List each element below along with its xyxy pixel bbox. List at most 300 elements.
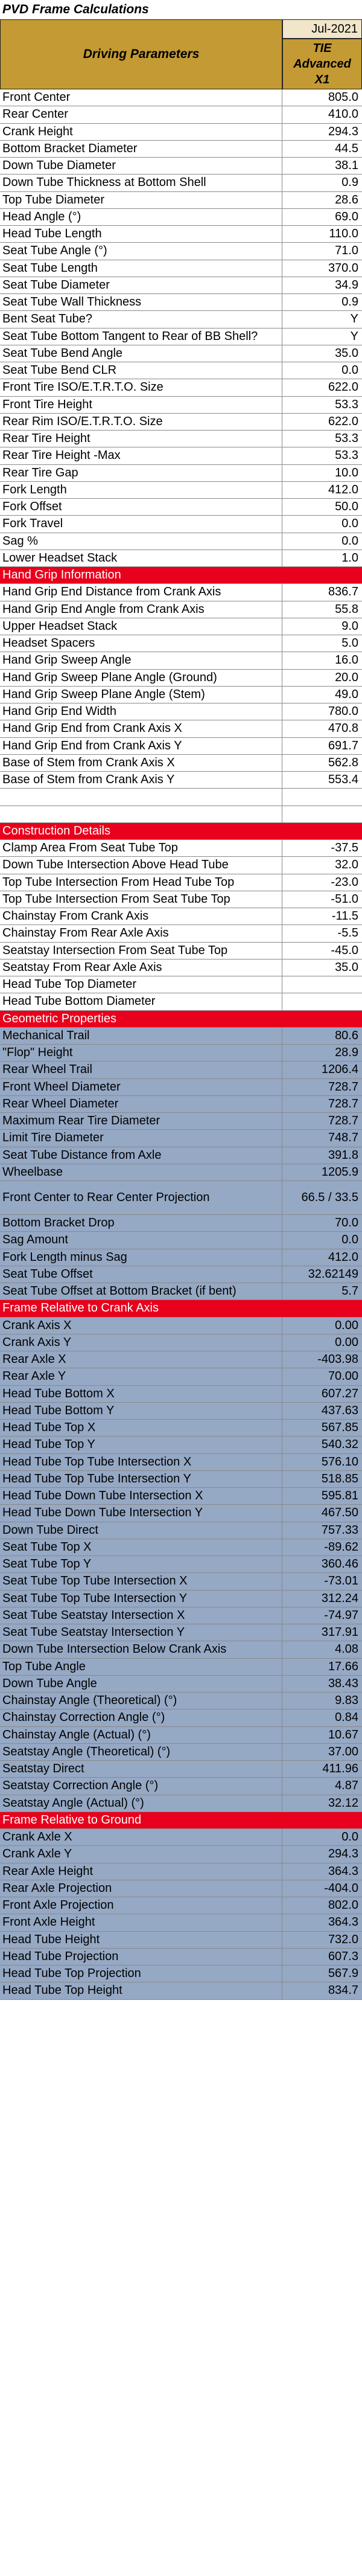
parameter-value-cell[interactable]: 80.6 <box>335 1028 358 1042</box>
section-label: Geometric Properties <box>2 1011 116 1025</box>
table-row <box>0 755 362 772</box>
parameter-label-cell[interactable]: Front Axle Height <box>0 1914 282 1930</box>
parameter-label-cell[interactable]: Head Tube Top Y <box>0 1437 282 1453</box>
model-line: Advanced <box>293 57 351 71</box>
parameter-label-cell[interactable]: Head Tube Top Projection <box>0 1966 282 1982</box>
parameter-value-cell[interactable]: 0.9 <box>341 176 358 190</box>
parameter-value-cell[interactable]: 622.0 <box>328 380 358 394</box>
table-row <box>0 1318 362 1334</box>
parameter-value-cell[interactable]: 5.0 <box>341 636 358 650</box>
parameter-label-cell[interactable]: Crank Axle Y <box>0 1846 282 1862</box>
parameter-value-cell[interactable]: 622.0 <box>328 414 358 428</box>
parameter-label-cell[interactable]: Rear Tire Height -Max <box>0 447 282 464</box>
parameter-value-cell[interactable]: 802.0 <box>328 1898 358 1912</box>
parameter-value-cell[interactable]: 0.0 <box>341 517 358 531</box>
header-block <box>0 19 362 89</box>
parameter-value-cell[interactable]: 28.6 <box>335 193 358 207</box>
parameter-label-cell[interactable]: Head Tube Length <box>0 226 282 242</box>
parameter-value-cell[interactable]: 364.3 <box>328 1864 358 1878</box>
parameter-value-cell[interactable]: 470.8 <box>328 722 358 735</box>
table-row <box>0 260 362 277</box>
parameter-label-cell[interactable]: Top Tube Angle <box>0 1659 282 1675</box>
parameter-value-cell[interactable]: 607.3 <box>328 1949 358 1963</box>
parameter-label-cell[interactable]: Seatstay Intersection From Seat Tube Top <box>0 943 282 959</box>
parameter-label-cell[interactable]: Crank Height <box>0 124 282 140</box>
parameter-label-cell[interactable]: Limit Tire Diameter <box>0 1130 282 1146</box>
parameter-label-cell[interactable]: Head Tube Down Tube Intersection Y <box>0 1505 282 1521</box>
model-line: X1 <box>314 73 330 86</box>
table-row <box>0 1420 362 1437</box>
section-header[interactable] <box>0 823 362 840</box>
parameter-label-cell[interactable]: Bottom Bracket Diameter <box>0 141 282 157</box>
blank-cell[interactable] <box>282 806 362 822</box>
parameter-label-cell[interactable]: Front Tire Height <box>0 397 282 413</box>
table-row <box>0 106 362 123</box>
parameter-value-cell[interactable]: 0.00 <box>335 1335 358 1349</box>
blank-cell[interactable] <box>0 806 282 822</box>
parameter-value-cell[interactable]: 518.85 <box>321 1472 358 1485</box>
table-row <box>0 1283 362 1300</box>
table-row <box>0 720 362 737</box>
parameter-value-cell[interactable]: 728.7 <box>328 1097 358 1110</box>
table-row <box>0 431 362 447</box>
parameter-label-cell[interactable]: Rear Tire Height <box>0 431 282 447</box>
parameter-value-cell[interactable]: 16.0 <box>335 653 358 667</box>
parameter-value-cell[interactable]: 1205.9 <box>321 1165 358 1179</box>
parameter-value-cell[interactable]: 834.7 <box>328 1984 358 1998</box>
table-row <box>0 1727 362 1744</box>
parameter-value-cell[interactable]: 9.83 <box>335 1694 358 1708</box>
parameter-label-cell[interactable]: Head Tube Height <box>0 1932 282 1948</box>
parameter-label-cell[interactable]: Head Tube Projection <box>0 1949 282 1965</box>
table-row <box>0 1130 362 1147</box>
model-header[interactable] <box>282 39 362 89</box>
blank-cell[interactable] <box>0 789 282 805</box>
parameter-value-cell[interactable]: 412.0 <box>328 482 358 496</box>
parameter-value-cell[interactable]: 32.0 <box>335 858 358 872</box>
table-row <box>0 1863 362 1880</box>
parameter-label-cell[interactable]: Rear Axle Y <box>0 1368 282 1385</box>
parameter-label-cell[interactable]: Bottom Bracket Drop <box>0 1215 282 1231</box>
parameter-label-cell[interactable]: Maximum Rear Tire Diameter <box>0 1113 282 1129</box>
table-row <box>0 1539 362 1556</box>
parameter-label-cell[interactable]: Seat Tube Diameter <box>0 277 282 293</box>
parameter-label-cell[interactable]: Seat Tube Seatstay Intersection X <box>0 1607 282 1624</box>
table-row <box>0 345 362 362</box>
parameter-label-cell[interactable]: Seat Tube Top Tube Intersection Y <box>0 1591 282 1607</box>
table-row <box>0 1573 362 1590</box>
parameter-value-cell[interactable]: 437.63 <box>321 1403 358 1417</box>
parameter-label-cell[interactable]: Chainstay Correction Angle (°) <box>0 1709 282 1726</box>
table-row <box>0 1914 362 1931</box>
parameter-label-cell[interactable]: Headset Spacers <box>0 635 282 652</box>
parameter-label-cell[interactable]: Seatstay Angle (Theoretical) (°) <box>0 1744 282 1760</box>
section-header[interactable] <box>0 1011 362 1028</box>
table-row <box>0 1778 362 1795</box>
parameter-label-cell[interactable]: Down Tube Direct <box>0 1522 282 1539</box>
parameter-value-cell[interactable]: 34.9 <box>335 278 358 292</box>
parameter-label-cell[interactable]: Seat Tube Length <box>0 260 282 277</box>
parameter-label-cell[interactable]: Mechanical Trail <box>0 1028 282 1044</box>
parameter-value-cell[interactable]: 412.0 <box>328 1250 358 1264</box>
parameter-label-cell[interactable]: Top Tube Intersection From Head Tube Top <box>0 874 282 891</box>
parameter-value-cell[interactable]: 38.43 <box>328 1676 358 1690</box>
parameter-label-cell[interactable]: Hand Grip Sweep Plane Angle (Stem) <box>0 687 282 703</box>
parameter-value-cell[interactable]: 467.50 <box>321 1506 358 1520</box>
parameter-value-cell[interactable] <box>282 976 362 993</box>
parameter-value-cell[interactable]: 9.0 <box>341 619 358 633</box>
parameter-value-cell[interactable]: 553.4 <box>328 773 358 787</box>
table-row <box>0 277 362 294</box>
parameter-value-cell[interactable]: 0.84 <box>335 1711 358 1725</box>
parameter-label-cell[interactable]: Base of Stem from Crank Axis Y <box>0 772 282 788</box>
table-row <box>0 1181 362 1215</box>
table-row <box>0 1591 362 1607</box>
parameter-label-cell[interactable]: Rear Axle X <box>0 1351 282 1368</box>
table-row <box>0 533 362 550</box>
parameter-label-cell[interactable]: Crank Axis Y <box>0 1334 282 1351</box>
parameter-label-cell[interactable]: Head Tube Top X <box>0 1420 282 1436</box>
table-row <box>0 840 362 857</box>
parameter-label-cell[interactable]: Seat Tube Bend Angle <box>0 345 282 362</box>
parameter-value-cell[interactable]: 294.3 <box>328 124 358 138</box>
parameter-label-cell[interactable]: Chainstay Angle (Theoretical) (°) <box>0 1693 282 1709</box>
parameter-value-cell[interactable]: -11.5 <box>331 909 358 923</box>
table-row <box>0 943 362 960</box>
parameter-value-cell[interactable]: -403.98 <box>317 1353 358 1366</box>
parameter-value-cell[interactable]: 110.0 <box>329 227 358 241</box>
table-row <box>0 874 362 891</box>
parameter-label-cell[interactable]: Wheelbase <box>0 1164 282 1181</box>
parameter-label-cell[interactable]: Seat Tube Offset at Bottom Bracket (if bent) <box>0 1283 282 1299</box>
parameter-label-cell[interactable]: Crank Axle X <box>0 1829 282 1845</box>
table-row <box>0 1028 362 1045</box>
parameter-value-cell[interactable]: 317.91 <box>321 1626 358 1639</box>
parameter-value-cell[interactable]: 364.3 <box>328 1915 358 1929</box>
table-row <box>0 1266 362 1283</box>
parameter-label-cell[interactable]: Rear Rim ISO/E.T.R.T.O. Size <box>0 414 282 430</box>
parameter-label-cell[interactable]: Front Center to Rear Center Projection <box>0 1181 282 1214</box>
parameter-label-cell[interactable]: Head Tube Top Tube Intersection X <box>0 1454 282 1470</box>
table-row <box>0 1693 362 1709</box>
parameter-value-cell[interactable]: 35.0 <box>335 960 358 974</box>
table-row <box>0 1454 362 1471</box>
parameter-label-cell[interactable]: Seat Tube Top Y <box>0 1556 282 1572</box>
parameter-value-cell[interactable]: 370.0 <box>328 261 358 275</box>
parameter-value-cell[interactable]: 294.3 <box>328 1847 358 1861</box>
table-row <box>0 226 362 243</box>
parameter-value-cell[interactable]: 0.00 <box>335 1318 358 1332</box>
parameter-value-cell[interactable]: 70.0 <box>335 1216 358 1230</box>
blank-row[interactable] <box>0 806 362 823</box>
parameter-value-cell[interactable]: Y <box>350 312 358 326</box>
parameter-label-cell[interactable]: Seat Tube Distance from Axle <box>0 1147 282 1164</box>
parameter-label-cell[interactable]: Front Axle Projection <box>0 1897 282 1914</box>
parameter-label-cell[interactable]: Hand Grip End Distance from Crank Axis <box>0 584 282 600</box>
blank-row[interactable] <box>0 789 362 806</box>
parameter-value-cell[interactable]: 71.0 <box>335 244 358 258</box>
parameter-value-cell[interactable]: 28.9 <box>335 1046 358 1060</box>
parameter-label-cell[interactable]: Rear Wheel Trail <box>0 1062 282 1078</box>
table-row <box>0 362 362 379</box>
parameter-label-cell[interactable]: Sag Amount <box>0 1232 282 1248</box>
table-row <box>0 243 362 260</box>
parameter-value-cell[interactable]: 805.0 <box>328 91 358 104</box>
parameter-value-cell[interactable]: 0.0 <box>341 1233 358 1247</box>
parameter-label-cell[interactable]: Front Wheel Diameter <box>0 1079 282 1095</box>
parameter-value-cell[interactable]: 728.7 <box>328 1114 358 1128</box>
parameter-value-cell[interactable] <box>282 993 362 1010</box>
parameter-label-cell[interactable]: Upper Headset Stack <box>0 618 282 635</box>
table-row <box>0 1505 362 1522</box>
table-row <box>0 891 362 908</box>
parameter-value-cell[interactable]: 53.3 <box>335 397 358 411</box>
parameter-value-cell[interactable]: 0.0 <box>341 364 358 377</box>
parameter-value-cell[interactable]: -51.0 <box>331 892 358 906</box>
parameter-label-cell[interactable]: Seat Tube Top X <box>0 1539 282 1556</box>
parameter-label-cell[interactable]: Head Tube Bottom Diameter <box>0 993 282 1010</box>
table-row <box>0 1147 362 1164</box>
table-row <box>0 1403 362 1420</box>
table-row <box>0 1079 362 1096</box>
table-row <box>0 1966 362 1982</box>
parameter-label-cell[interactable]: Chainstay Angle (Actual) (°) <box>0 1727 282 1743</box>
parameter-label-cell[interactable]: Head Tube Down Tube Intersection X <box>0 1488 282 1504</box>
parameter-value-cell[interactable]: -23.0 <box>331 875 358 889</box>
table-row <box>0 379 362 396</box>
parameter-value-cell[interactable]: 32.62149 <box>308 1267 358 1281</box>
parameter-label-cell[interactable]: Chainstay From Crank Axis <box>0 908 282 924</box>
parameter-label-cell[interactable]: Seatstay Correction Angle (°) <box>0 1778 282 1794</box>
parameter-label-cell[interactable]: Head Tube Top Diameter <box>0 976 282 993</box>
parameter-value-cell[interactable]: 35.0 <box>335 346 358 360</box>
table-row <box>0 1488 362 1505</box>
parameter-value-cell[interactable]: -5.5 <box>337 926 358 940</box>
table-row <box>0 1897 362 1914</box>
parameter-label-cell[interactable]: Seat Tube Angle (°) <box>0 243 282 259</box>
parameter-value-cell[interactable]: 70.00 <box>328 1370 358 1383</box>
parameter-label-cell[interactable]: Head Tube Bottom X <box>0 1386 282 1402</box>
parameter-label-cell[interactable]: Chainstay From Rear Axle Axis <box>0 925 282 941</box>
parameter-label-cell[interactable]: Seat Tube Offset <box>0 1266 282 1283</box>
table-row <box>0 124 362 141</box>
parameter-label-cell[interactable]: Lower Headset Stack <box>0 550 282 566</box>
parameter-label-cell[interactable]: Front Tire ISO/E.T.R.T.O. Size <box>0 379 282 396</box>
parameter-label-cell[interactable]: Down Tube Diameter <box>0 158 282 174</box>
driving-parameters-header[interactable]: Driving Parameters <box>0 19 282 89</box>
parameter-value-cell[interactable]: Y <box>350 329 358 343</box>
parameter-value-cell[interactable]: 1206.4 <box>321 1063 358 1077</box>
parameter-label-cell[interactable]: Hand Grip End Width <box>0 703 282 720</box>
parameter-value-cell[interactable]: 50.0 <box>335 500 358 514</box>
parameter-label-cell[interactable]: Base of Stem from Crank Axis X <box>0 755 282 771</box>
parameter-label-cell[interactable]: Rear Wheel Diameter <box>0 1096 282 1112</box>
parameter-label-cell[interactable]: Crank Axis X <box>0 1318 282 1334</box>
model-line: TIE <box>313 42 332 55</box>
parameter-label-cell[interactable]: Seat Tube Seatstay Intersection Y <box>0 1624 282 1641</box>
table-row <box>0 601 362 618</box>
parameter-label-cell[interactable]: Down Tube Intersection Below Crank Axis <box>0 1641 282 1658</box>
section-header[interactable] <box>0 567 362 584</box>
parameter-label-cell[interactable]: Head Tube Top Height <box>0 1982 282 1999</box>
table-row <box>0 1624 362 1641</box>
parameter-value-cell[interactable]: 0.0 <box>341 534 358 548</box>
table-row <box>0 1215 362 1232</box>
parameter-label-cell[interactable]: Seatstay Angle (Actual) (°) <box>0 1795 282 1812</box>
table-row <box>0 772 362 789</box>
table-row <box>0 414 362 431</box>
parameter-value-cell[interactable]: 10.67 <box>328 1728 358 1741</box>
parameter-value-cell[interactable]: 780.0 <box>328 705 358 719</box>
table-row <box>0 1437 362 1453</box>
parameter-label-cell[interactable]: Head Tube Top Tube Intersection Y <box>0 1471 282 1487</box>
parameter-value-cell[interactable]: 757.33 <box>321 1523 358 1537</box>
parameter-value-cell[interactable]: 17.66 <box>328 1659 358 1673</box>
parameter-label-cell[interactable]: Seat Tube Bottom Tangent to Rear of BB Shell? <box>0 328 282 345</box>
parameter-label-cell[interactable]: Down Tube Angle <box>0 1676 282 1692</box>
table-row <box>0 1556 362 1573</box>
table-row <box>0 1164 362 1181</box>
parameter-value-cell[interactable]: 607.27 <box>321 1386 358 1400</box>
parameter-value-cell[interactable]: 66.5 / 33.5 <box>301 1191 358 1204</box>
parameter-value-cell[interactable]: -89.62 <box>324 1540 358 1554</box>
parameter-label-cell[interactable]: Seat Tube Wall Thickness <box>0 294 282 310</box>
parameter-value-cell[interactable]: -45.0 <box>331 943 358 957</box>
parameter-value-cell[interactable]: 37.00 <box>328 1745 358 1758</box>
parameter-value-cell[interactable]: 1.0 <box>341 551 358 565</box>
table-row <box>0 1249 362 1266</box>
parameter-value-cell[interactable]: 576.10 <box>321 1455 358 1469</box>
parameter-value-cell[interactable]: 391.8 <box>328 1148 358 1162</box>
parameter-value-cell[interactable]: 567.9 <box>328 1967 358 1981</box>
parameter-label-cell[interactable]: "Flop" Height <box>0 1045 282 1061</box>
sheet-title: PVD Frame Calculations <box>2 2 149 16</box>
parameter-label-cell[interactable]: Hand Grip Sweep Angle <box>0 652 282 668</box>
parameter-value-cell[interactable]: 410.0 <box>328 107 358 121</box>
table-row <box>0 1062 362 1078</box>
parameter-value-cell[interactable]: -37.5 <box>331 841 358 855</box>
parameter-value-cell[interactable]: 55.8 <box>335 602 358 616</box>
parameter-label-cell[interactable]: Clamp Area From Seat Tube Top <box>0 840 282 856</box>
parameter-value-cell[interactable]: 360.46 <box>321 1557 358 1571</box>
parameter-value-cell[interactable]: 5.7 <box>341 1284 358 1298</box>
table-row <box>0 1232 362 1249</box>
parameter-label-cell[interactable]: Rear Axle Height <box>0 1863 282 1880</box>
parameter-label-cell[interactable]: Top Tube Diameter <box>0 192 282 208</box>
parameter-value-cell[interactable]: 53.3 <box>335 449 358 463</box>
parameter-value-cell[interactable]: 567.85 <box>321 1421 358 1435</box>
table-row <box>0 397 362 414</box>
parameter-label-cell[interactable]: Down Tube Intersection Above Head Tube <box>0 857 282 873</box>
parameter-label-cell[interactable]: Fork Travel <box>0 516 282 532</box>
table-row <box>0 652 362 669</box>
parameter-value-cell[interactable]: 411.96 <box>322 1762 358 1776</box>
parameter-label-cell[interactable]: Rear Axle Projection <box>0 1880 282 1897</box>
section-label: Frame Relative to Ground <box>2 1813 142 1827</box>
table-row <box>0 993 362 1010</box>
parameter-label-cell[interactable]: Head Angle (°) <box>0 209 282 225</box>
table-row <box>0 857 362 874</box>
table-row <box>0 1607 362 1624</box>
parameter-value-cell[interactable]: -73.01 <box>324 1574 358 1588</box>
table-row <box>0 1982 362 1999</box>
parameter-value-cell[interactable]: 748.7 <box>328 1131 358 1145</box>
parameter-value-cell[interactable]: 595.81 <box>321 1489 358 1503</box>
parameter-value-cell[interactable]: 44.5 <box>335 141 358 155</box>
table-row <box>0 1846 362 1863</box>
parameter-label-cell[interactable]: Head Tube Bottom Y <box>0 1403 282 1419</box>
parameter-value-cell[interactable]: 562.8 <box>328 755 358 769</box>
table-row <box>0 1761 362 1778</box>
parameter-label-cell[interactable]: Hand Grip End Angle from Crank Axis <box>0 601 282 618</box>
parameter-value-cell[interactable]: 0.0 <box>341 1830 358 1844</box>
parameter-label-cell[interactable]: Hand Grip End from Crank Axis X <box>0 720 282 737</box>
parameter-label-cell[interactable]: Seat Tube Top Tube Intersection X <box>0 1573 282 1589</box>
parameter-value-cell[interactable]: 728.7 <box>328 1080 358 1094</box>
table-row <box>0 141 362 158</box>
parameter-label-cell[interactable]: Rear Tire Gap <box>0 465 282 481</box>
parameter-value-cell[interactable]: 4.87 <box>335 1779 358 1793</box>
parameter-value-cell[interactable]: 49.0 <box>335 687 358 701</box>
parameter-label-cell[interactable]: Top Tube Intersection From Seat Tube Top <box>0 891 282 908</box>
table-row <box>0 670 362 687</box>
parameter-label-cell[interactable]: Bent Seat Tube? <box>0 311 282 327</box>
parameter-value-cell[interactable]: 10.0 <box>335 466 358 479</box>
parameter-value-cell[interactable]: 691.7 <box>328 739 358 752</box>
parameter-label-cell[interactable]: Hand Grip Sweep Plane Angle (Ground) <box>0 670 282 686</box>
parameter-label-cell[interactable]: Front Center <box>0 89 282 106</box>
parameter-value-cell[interactable]: 69.0 <box>335 210 358 223</box>
date-cell[interactable]: Jul-2021 <box>282 19 362 39</box>
parameter-value-cell[interactable]: 53.3 <box>335 432 358 446</box>
section-header[interactable] <box>0 1300 362 1317</box>
parameter-value-cell[interactable]: 732.0 <box>328 1932 358 1946</box>
table-row <box>0 908 362 925</box>
parameter-label-cell[interactable]: Down Tube Thickness at Bottom Shell <box>0 175 282 191</box>
parameter-value-cell[interactable]: 32.12 <box>328 1796 358 1810</box>
table-row <box>0 1795 362 1812</box>
parameter-label-cell[interactable]: Fork Length <box>0 482 282 498</box>
table-row <box>0 482 362 499</box>
parameter-value-cell[interactable]: 540.32 <box>321 1438 358 1452</box>
table-row <box>0 1334 362 1351</box>
parameter-label-cell[interactable]: Fork Offset <box>0 499 282 515</box>
parameter-value-cell[interactable]: 38.1 <box>335 159 358 173</box>
parameter-label-cell[interactable]: Seatstay From Rear Axle Axis <box>0 960 282 976</box>
section-label: Hand Grip Information <box>2 568 121 582</box>
parameter-value-cell[interactable]: -74.97 <box>324 1608 358 1622</box>
parameter-value-cell[interactable]: 4.08 <box>335 1642 358 1656</box>
parameter-value-cell[interactable]: 836.7 <box>328 585 358 599</box>
parameter-value-cell[interactable]: 0.9 <box>341 295 358 309</box>
table-row <box>0 328 362 345</box>
table-row <box>0 925 362 942</box>
table-row <box>0 447 362 464</box>
parameter-value-cell[interactable]: -404.0 <box>324 1881 358 1895</box>
parameter-label-cell[interactable]: Fork Length minus Sag <box>0 1249 282 1266</box>
parameter-label-cell[interactable]: Seatstay Direct <box>0 1761 282 1777</box>
table-row <box>0 294 362 311</box>
parameter-value-cell[interactable]: 312.24 <box>321 1591 358 1605</box>
parameter-label-cell[interactable]: Seat Tube Bend CLR <box>0 362 282 379</box>
parameter-label-cell[interactable]: Sag % <box>0 533 282 549</box>
parameter-label-cell[interactable]: Rear Center <box>0 106 282 123</box>
parameter-label-cell[interactable]: Hand Grip End from Crank Axis Y <box>0 738 282 754</box>
section-header[interactable] <box>0 1812 362 1829</box>
table-row <box>0 311 362 328</box>
blank-cell[interactable] <box>282 789 362 805</box>
parameter-value-cell[interactable]: 20.0 <box>335 670 358 684</box>
